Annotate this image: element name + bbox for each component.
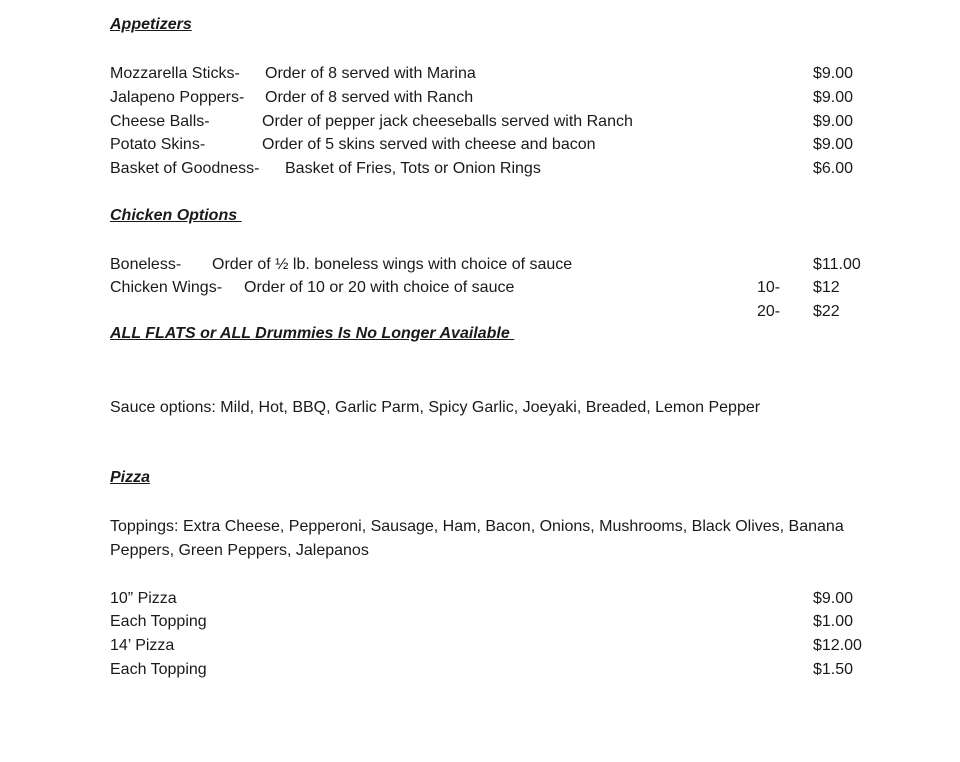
item-price: $9.00 [813,136,854,153]
appetizers-heading: Appetizers [110,16,192,33]
size-label: 20- [757,303,781,320]
item-description: Order of ½ lb. boneless wings with choice of sauce [212,256,573,273]
item-name: Each Topping [110,661,207,678]
item-name: 10” Pizza [110,590,177,607]
item-name: Jalapeno Poppers- [110,89,245,106]
item-description: Basket of Fries, Tots or Onion Rings [285,160,541,177]
item-name: Each Topping [110,613,207,630]
item-price: $9.00 [813,590,854,607]
item-price: $1.00 [813,613,854,630]
item-description: Order of 5 skins served with cheese and bacon [262,136,596,153]
item-price: $22 [813,303,840,320]
size-label: 10- [757,279,781,296]
item-description: Order of pepper jack cheeseballs served with Ranch [262,113,633,130]
item-description: Order of 8 served with Marina [265,65,476,82]
item-name: Cheese Balls- [110,113,210,130]
chicken-heading: Chicken Options [110,207,242,224]
item-price: $12.00 [813,637,862,654]
item-name: Basket of Goodness- [110,160,260,177]
item-price: $11.00 [813,256,861,273]
item-description: Order of 10 or 20 with choice of sauce [244,279,515,296]
item-description: Order of 8 served with Ranch [265,89,474,106]
item-price: $12 [813,279,840,296]
item-name: Mozzarella Sticks- [110,65,240,82]
item-price: $9.00 [813,89,854,106]
pizza-heading: Pizza [110,469,151,486]
item-name: 14’ Pizza [110,637,175,654]
item-price: $1.50 [813,661,854,678]
item-name: Chicken Wings- [110,279,223,296]
item-name: Potato Skins- [110,136,206,153]
sauce-options: Sauce options: Mild, Hot, BBQ, Garlic Parm, Spicy Garlic, Joeyaki, Breaded, Lemon Pepper [110,399,761,416]
item-name: Boneless- [110,256,182,273]
item-price: $9.00 [813,113,854,130]
pizza-toppings: Toppings: Extra Cheese, Pepperoni, Sausage, Ham, Bacon, Onions, Mushrooms, Black Olives, Banana Peppers, Green Peppers, Jalepanos [110,518,844,559]
item-price: $9.00 [813,65,854,82]
availability-note: ALL FLATS or ALL Drummies Is No Longer Available [110,325,515,342]
item-price: $6.00 [813,160,854,177]
